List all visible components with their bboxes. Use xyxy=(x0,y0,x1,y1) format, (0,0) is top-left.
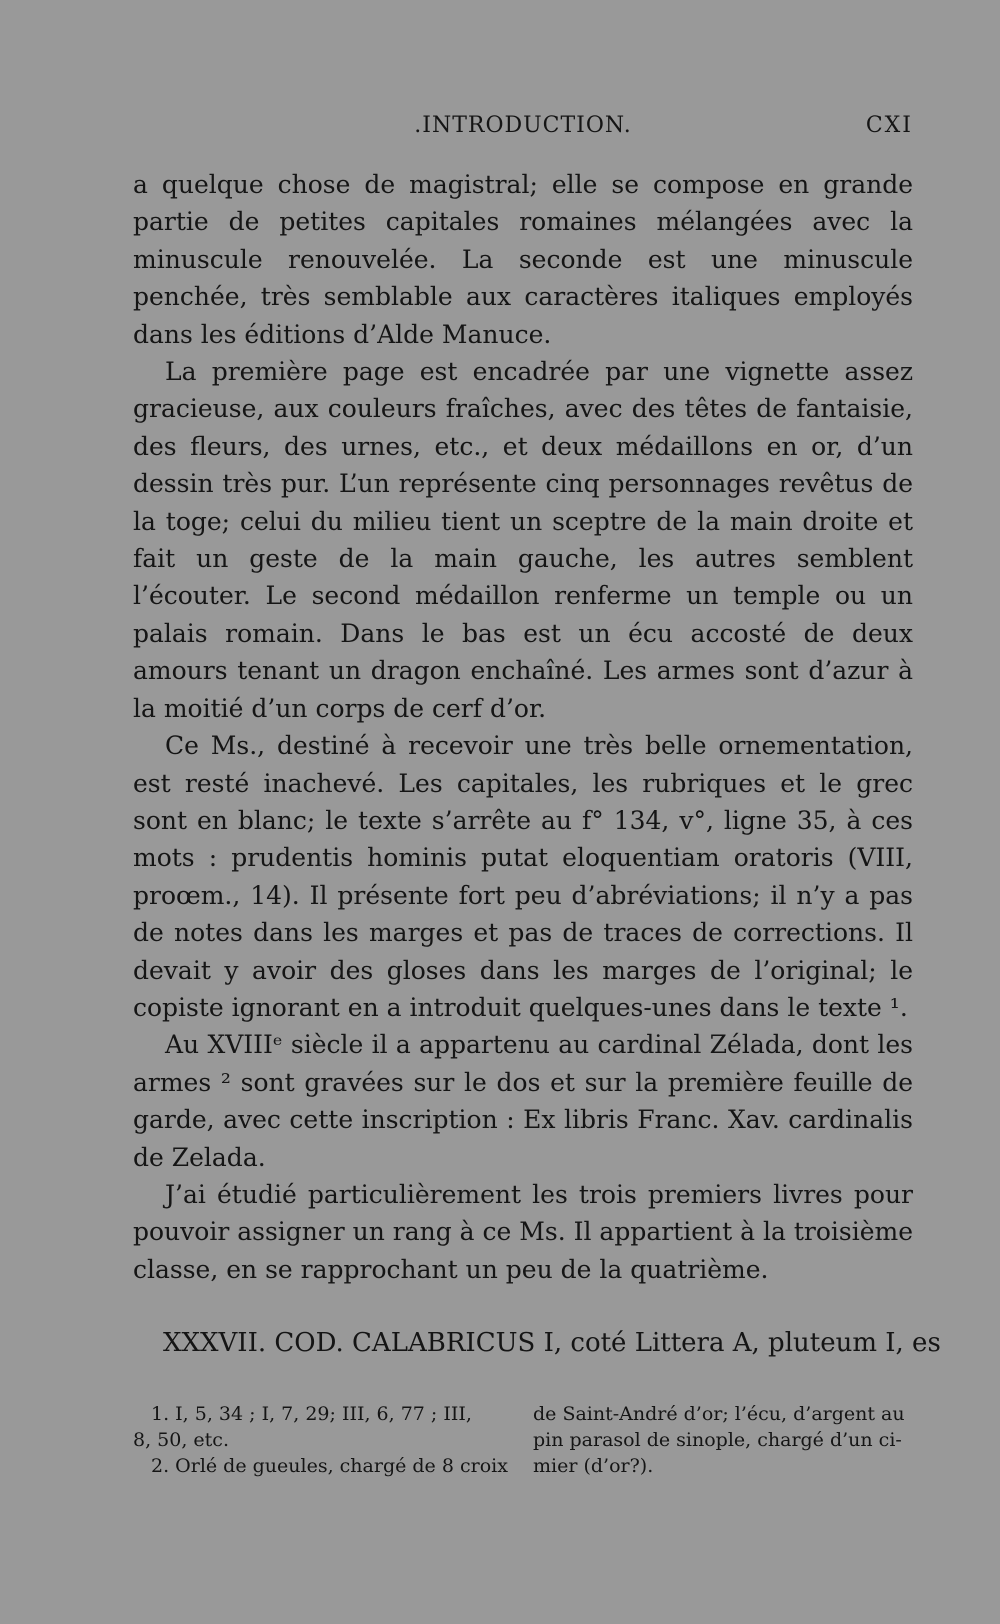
footnote-line: 2. Orlé de gueules, chargé de 8 croix xyxy=(151,1455,508,1477)
manuscript-entry-heading: XXXVII. COD. CALABRICUS I, coté Littera A, pluteum I, es xyxy=(163,1328,941,1358)
footnote-line: pin parasol de sinople, chargé d’un ci- xyxy=(533,1429,902,1451)
footnotes xyxy=(133,1401,913,1479)
paragraph-continuation: a quelque chose de magistral; elle se compose en grande partie de petites capitales romaines mélangées avec la minuscule renouvelée. La seconde est une minuscule penchée, très semblable aux caractères italiques employés dans les éditions d’Alde Manuce. xyxy=(133,170,913,349)
page-number: CXI xyxy=(865,113,913,138)
footnote-line: 8, 50, etc. xyxy=(133,1429,229,1451)
paragraph-provenance: Au XVIIIᵉ siècle il a appartenu au cardinal Zélada, dont les armes ² sont gravées sur le dos et sur la première feuille de garde, avec cette inscription : Ex libris Franc. Xav. cardinalis de Zelada. xyxy=(133,1030,913,1172)
footnote-column-right xyxy=(533,1401,913,1479)
paragraph-classification: J’ai étudié particulièrement les trois premiers livres pour pouvoir assigner un rang à ce Ms. Il appartient à la troisième classe, en se rapprochant un peu de la quatrième. xyxy=(133,1179,913,1284)
footnote-column-left xyxy=(133,1401,513,1479)
page-header xyxy=(133,113,913,145)
footnote-line: de Saint-André d’or; l’écu, d’argent au xyxy=(533,1403,905,1425)
footnote-line: 1. I, 5, 34 ; I, 7, 29; III, 6, 77 ; III, xyxy=(151,1403,472,1425)
paragraph-first-page-description: La première page est encadrée par une vignette assez gracieuse, aux couleurs fraîches, avec des têtes de fantaisie, des fleurs, des urnes, etc., et deux médaillons en or, d’un dessin très pur. L’un représente cinq personnages revêtus de la toge; celui du milieu tient un sceptre de la main droite et fait un geste de la main gauche, les autres semblent l’écouter. Le second médaillon renferme un temple ou un palais romain. Dans le bas est un écu accosté de deux amours tenant un dragon enchaîné. Les armes sont d’azur à la moitié d’un corps de cerf d’or. xyxy=(133,357,913,723)
paragraph-manuscript-state: Ce Ms., destiné à recevoir une très belle ornementation, est resté inachevé. Les capitales, les rubriques et le grec sont en blanc; le texte s’arrête au f° 134, v°, ligne 35, à ces mots : prudentis hominis putat eloquentiam oratoris (VIII, proœm., 14). Il présente fort peu d’abréviations; il n’y a pas de notes dans les marges et pas de traces de corrections. Il devait y avoir des gloses dans les marges de l’original; le copiste ignorant en a introduit quelques-unes dans le texte ¹. xyxy=(133,731,913,1022)
footnote-line: mier (d’or?). xyxy=(533,1455,654,1477)
running-title: .INTRODUCTION. xyxy=(414,113,632,138)
body-text xyxy=(133,166,913,1288)
